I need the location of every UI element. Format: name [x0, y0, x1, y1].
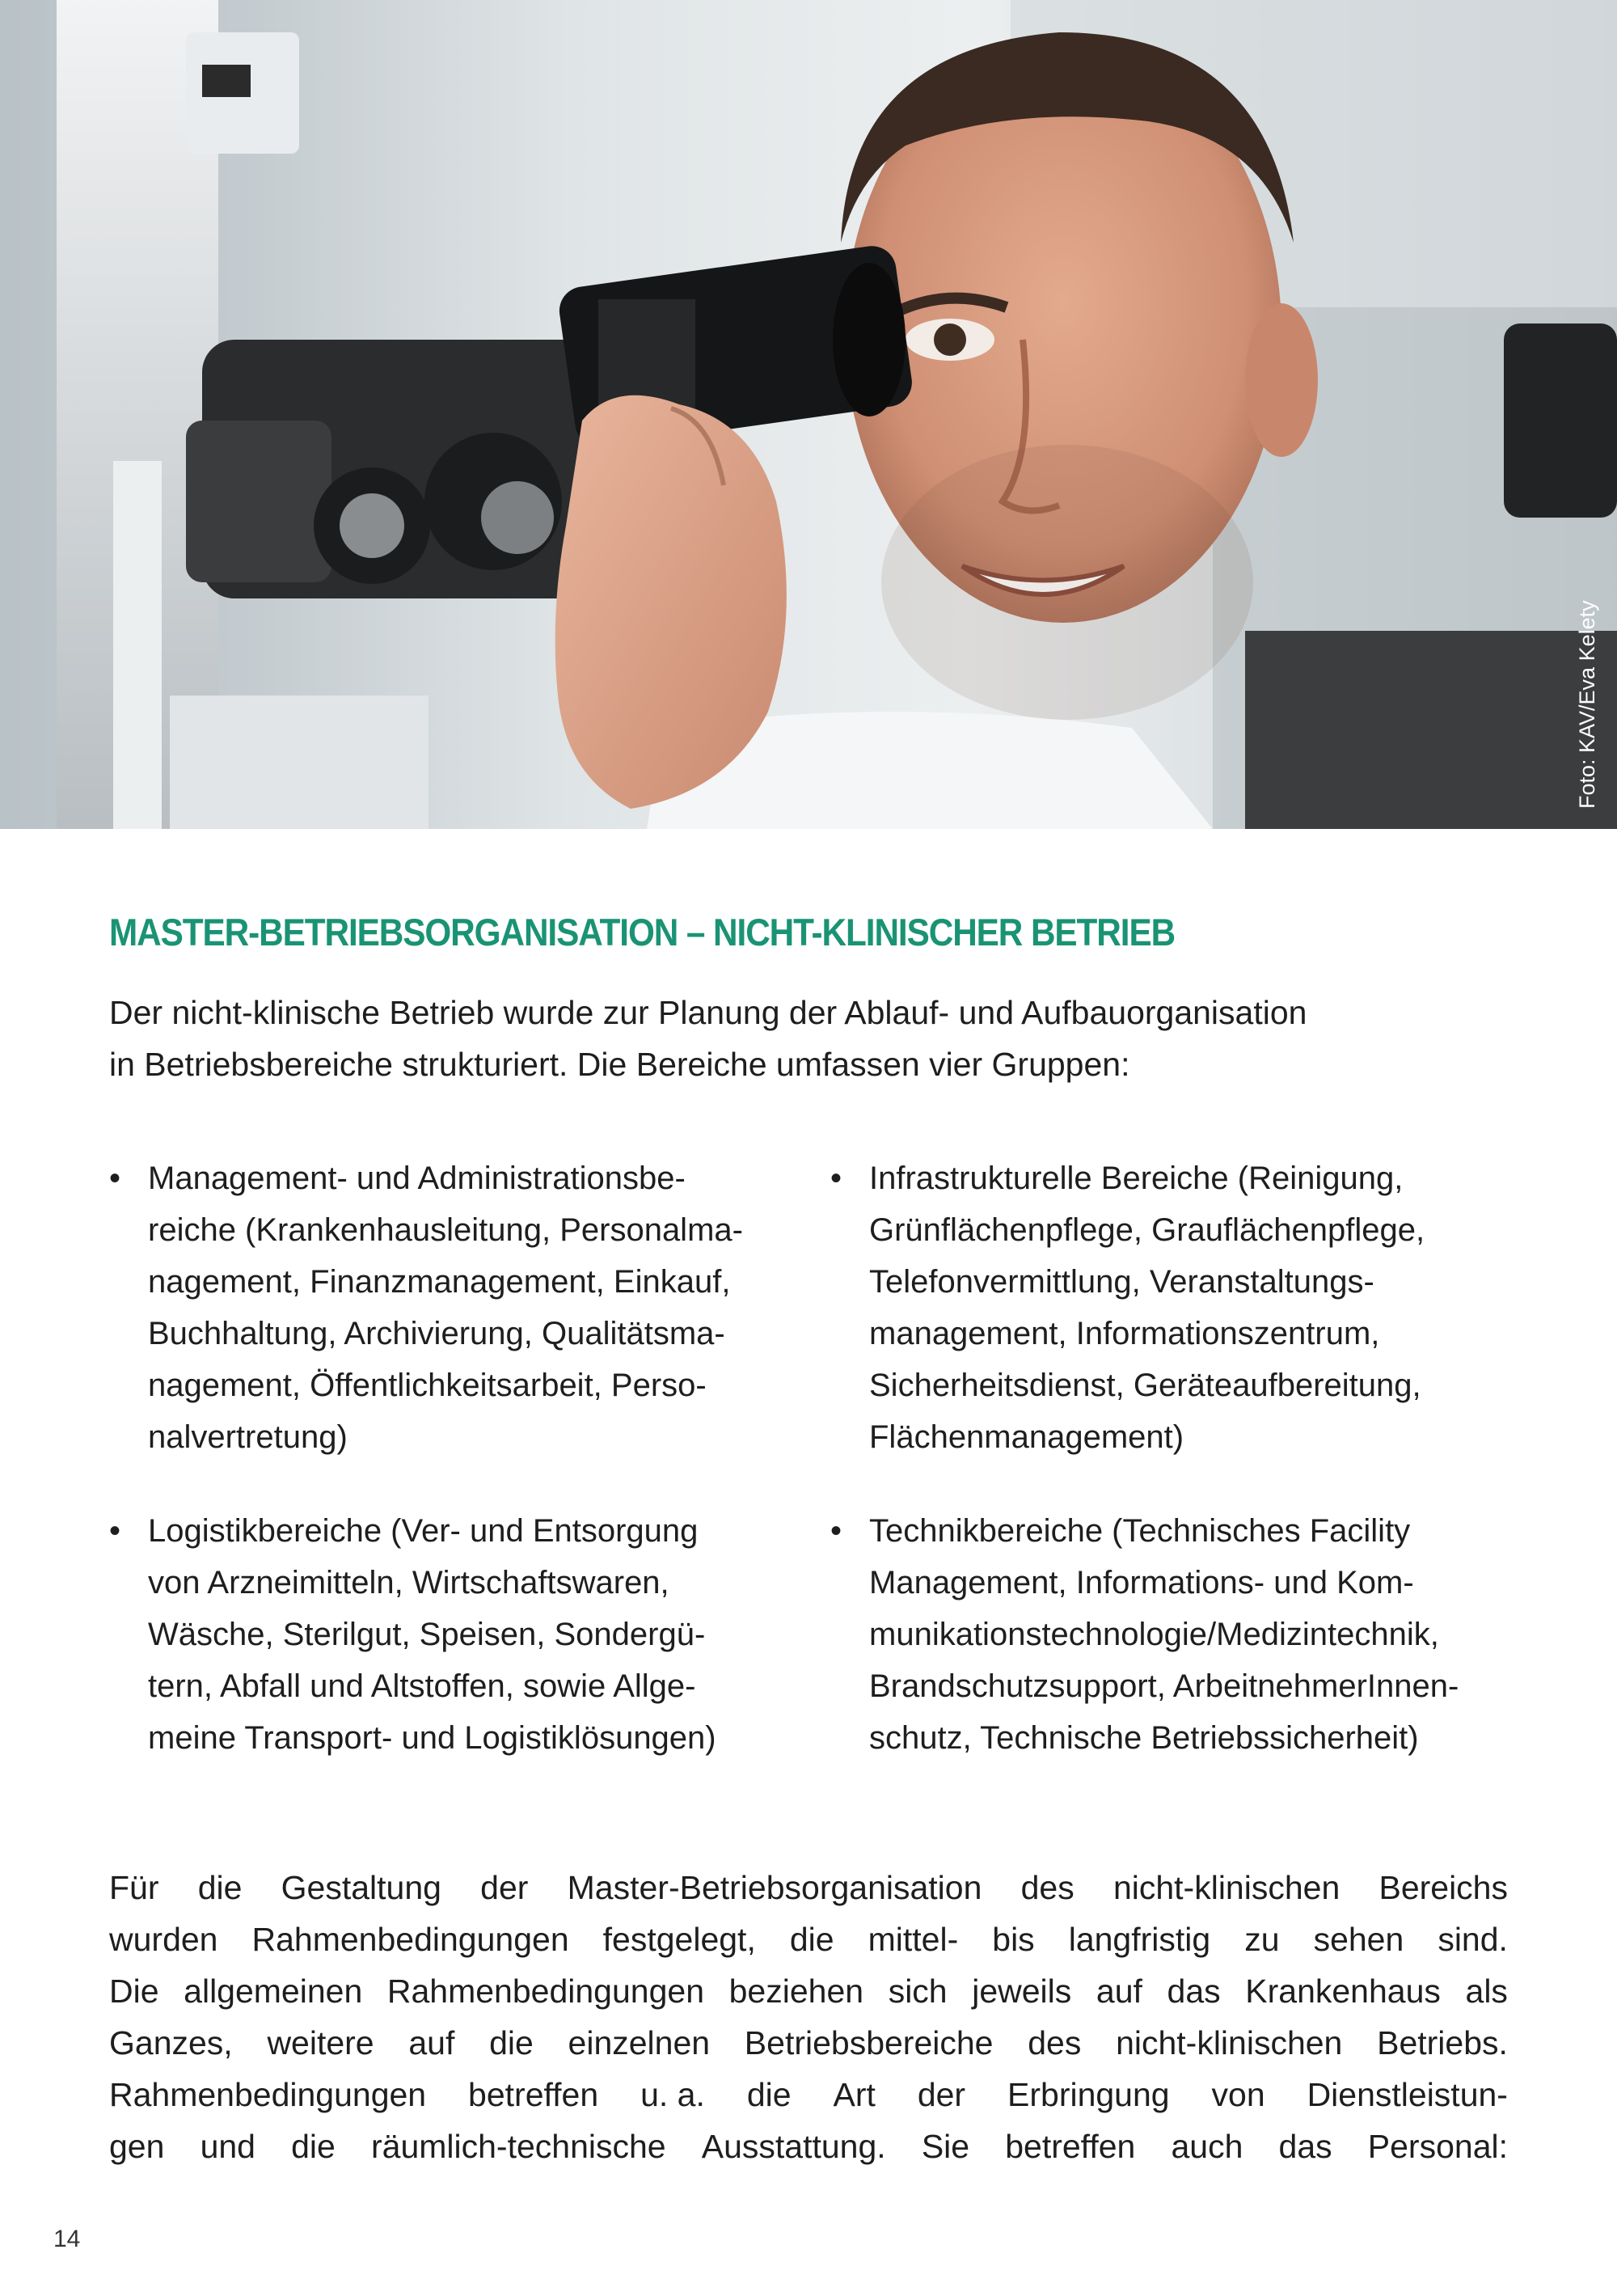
- body-line: [109, 1913, 1508, 1965]
- body-word: wurden: [109, 1921, 218, 1958]
- body-word: räumlich-technische: [370, 2128, 666, 2165]
- body-word: die: [197, 1869, 243, 1906]
- body-word: Sie: [921, 2128, 970, 2165]
- body-word: Für: [109, 1869, 159, 1906]
- body-word: Rahmenbedingungen: [251, 1921, 569, 1958]
- body-word: des: [1020, 1869, 1074, 1906]
- bullet-column-right: [830, 1152, 1526, 1806]
- body-word: Master-Betriebsorganisation: [567, 1869, 982, 1906]
- intro-paragraph: [109, 987, 1556, 1090]
- body-word: u. a.: [640, 2076, 705, 2113]
- body-word: von: [1211, 2076, 1265, 2113]
- body-word: Art: [833, 2076, 876, 2113]
- bullet-line: nagement, Öffentlichkeitsarbeit, Perso-: [148, 1368, 707, 1403]
- photo-credit: Foto: KAV/Eva Kelety: [1575, 600, 1599, 809]
- body-word: einzelnen: [568, 2024, 711, 2061]
- body-word: jeweils: [972, 1973, 1072, 2010]
- bullet-icon: •: [830, 1161, 842, 1196]
- body-word: die: [789, 1921, 834, 1958]
- body-word: Ausstattung.: [701, 2128, 886, 2165]
- bullet-line: schutz, Technische Betriebssicherheit): [869, 1720, 1419, 1756]
- body-word: gen: [109, 2128, 165, 2165]
- bullet-line: Logistikbereiche (Ver- und Entsorgung: [148, 1513, 699, 1549]
- body-word: Dienstleistun-: [1307, 2076, 1508, 2113]
- body-word: allgemeinen: [184, 1973, 363, 2010]
- bullet-line: munikationstechnologie/Medizintechnik,: [869, 1617, 1439, 1652]
- bullet-line: Management, Informations- und Kom-: [869, 1565, 1414, 1600]
- body-word: weitere: [267, 2024, 374, 2061]
- body-word: auf: [408, 2024, 455, 2061]
- body-word: der: [480, 1869, 529, 1906]
- bullet-column-left: [109, 1152, 804, 1806]
- bullet-line: Wäsche, Sterilgut, Speisen, Sondergü-: [148, 1617, 706, 1652]
- body-word: Krankenhaus: [1245, 1973, 1441, 2010]
- body-word: zu: [1244, 1921, 1280, 1958]
- body-word: Rahmenbedingungen: [386, 1973, 704, 2010]
- body-word: Personal:: [1367, 2128, 1508, 2165]
- body-line: [109, 2121, 1508, 2172]
- body-word: das: [1278, 2128, 1332, 2165]
- body-word: sich: [888, 1973, 948, 2010]
- body-word: auch: [1171, 2128, 1243, 2165]
- body-line: [109, 2069, 1508, 2121]
- body-line: [109, 2017, 1508, 2069]
- body-word: langfristig: [1068, 1921, 1211, 1958]
- body-word: beziehen: [728, 1973, 864, 2010]
- body-word: betreffen: [1005, 2128, 1136, 2165]
- body-word: betreffen: [468, 2076, 599, 2113]
- bullet-line: meine Transport- und Logistiklösungen): [148, 1720, 716, 1756]
- bullet-item-logistics: [109, 1505, 804, 1764]
- bullet-item-management: [109, 1152, 804, 1463]
- body-word: Betriebsbereiche: [744, 2024, 994, 2061]
- page-number: 14: [53, 2226, 81, 2252]
- body-word: als: [1465, 1973, 1508, 2010]
- body-word: Bereichs: [1378, 1869, 1508, 1906]
- bullet-line: nagement, Finanzmanagement, Einkauf,: [148, 1264, 731, 1300]
- body-word: Die: [109, 1973, 159, 2010]
- bullet-line: nalvertretung): [148, 1419, 348, 1455]
- bullet-line: reiche (Krankenhausleitung, Personalma-: [148, 1212, 743, 1248]
- bullet-line: Grünflächenpflege, Grauflächenpflege,: [869, 1212, 1425, 1248]
- bullet-line: Management- und Administrationsbe-: [148, 1161, 686, 1196]
- bullet-line: Infrastrukturelle Bereiche (Reinigung,: [869, 1161, 1404, 1196]
- photo-ophthalmologist-slit-lamp: [0, 0, 1617, 829]
- body-word: sind.: [1438, 1921, 1508, 1958]
- body-word: die: [746, 2076, 792, 2113]
- section-heading: MASTER-BETRIEBSORGANISATION – NICHT-KLINISCHER BETRIEB: [109, 911, 1176, 953]
- bullet-icon: •: [109, 1513, 121, 1549]
- body-word: bis: [992, 1921, 1035, 1958]
- bullet-icon: •: [109, 1161, 121, 1196]
- body-word: die: [291, 2128, 336, 2165]
- hero-photo: [0, 0, 1617, 829]
- body-word: auf: [1096, 1973, 1142, 2010]
- body-word: Gestaltung: [281, 1869, 441, 1906]
- bullet-line: Sicherheitsdienst, Geräteaufbereitung,: [869, 1368, 1421, 1403]
- body-word: Erbringung: [1007, 2076, 1170, 2113]
- bullet-line: tern, Abfall und Altstoffen, sowie Allge-: [148, 1668, 696, 1704]
- body-word: Ganzes,: [109, 2024, 233, 2061]
- body-paragraph: [109, 1862, 1508, 2172]
- body-word: das: [1167, 1973, 1221, 2010]
- body-word: Betriebs.: [1377, 2024, 1508, 2061]
- intro-line: in Betriebsbereiche strukturiert. Die Bereiche umfassen vier Gruppen:: [109, 1046, 1130, 1083]
- body-word: festgelegt,: [602, 1921, 756, 1958]
- bullet-line: management, Informationszentrum,: [869, 1316, 1380, 1351]
- body-word: mittel-: [868, 1921, 959, 1958]
- body-word: der: [917, 2076, 966, 2113]
- bullet-item-infrastructure: [830, 1152, 1526, 1463]
- bullet-line: Technikbereiche (Technisches Facility: [869, 1513, 1411, 1549]
- bullet-line: Flächenmanagement): [869, 1419, 1184, 1455]
- body-word: des: [1028, 2024, 1082, 2061]
- body-line: [109, 1965, 1508, 2017]
- body-word: und: [200, 2128, 255, 2165]
- body-word: sehen: [1313, 1921, 1404, 1958]
- bullet-line: Buchhaltung, Archivierung, Qualitätsma-: [148, 1316, 725, 1351]
- body-word: nicht-klinischen: [1116, 2024, 1343, 2061]
- body-line: [109, 1862, 1508, 1913]
- body-word: Rahmenbedingungen: [109, 2076, 427, 2113]
- bullet-line: Brandschutzsupport, ArbeitnehmerInnen-: [869, 1668, 1459, 1704]
- intro-line: Der nicht-klinische Betrieb wurde zur Planung der Ablauf- und Aufbauorganisation: [109, 994, 1307, 1031]
- bullet-line: von Arzneimitteln, Wirtschaftswaren,: [148, 1565, 669, 1600]
- body-word: nicht-klinischen: [1112, 1869, 1340, 1906]
- bullet-icon: •: [830, 1513, 842, 1549]
- bullet-item-technology: [830, 1505, 1526, 1764]
- bullet-line: Telefonvermittlung, Veranstaltungs-: [869, 1264, 1374, 1300]
- body-word: die: [489, 2024, 534, 2061]
